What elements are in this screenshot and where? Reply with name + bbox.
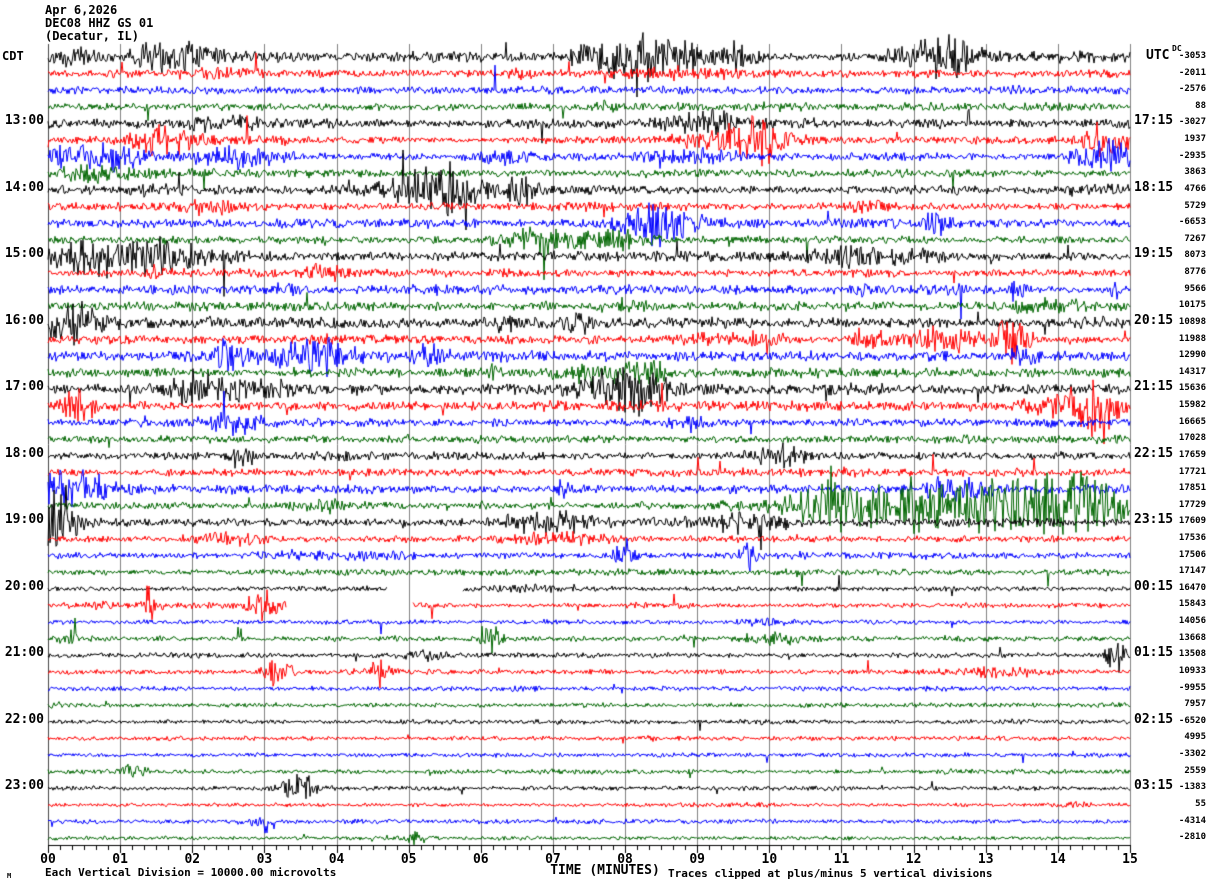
- dc-offset-value: 17147: [1178, 566, 1206, 577]
- dc-offset-value: 17536: [1178, 532, 1206, 543]
- dc-offset-value: -3302: [1178, 749, 1206, 760]
- x-tick-label: 12: [905, 852, 922, 867]
- dc-offset-value: -4314: [1178, 815, 1206, 826]
- x-tick-label: 02: [184, 852, 201, 867]
- dc-offset-value: 4766: [1184, 183, 1206, 194]
- header-date: Apr 6,2026: [45, 3, 118, 17]
- left-timezone-label: CDT: [2, 49, 24, 63]
- x-tick-label: 08: [617, 852, 633, 867]
- left-hour-label: 22:00: [4, 711, 44, 727]
- dc-offset-value: 10933: [1178, 665, 1206, 676]
- dc-offset-value: 15636: [1178, 383, 1206, 394]
- dc-offset-value: 11988: [1178, 333, 1206, 344]
- dc-offset-value: 15982: [1178, 400, 1206, 411]
- right-utc-label: 03:15: [1134, 778, 1174, 794]
- x-tick-label: 07: [545, 852, 561, 867]
- left-hour-label: 14:00: [4, 179, 44, 195]
- dc-offset-value: -1383: [1178, 782, 1206, 793]
- dc-offset-value: 16665: [1178, 416, 1206, 427]
- dc-offset-value: -6520: [1178, 715, 1206, 726]
- dc-offset-value: 7957: [1184, 699, 1206, 710]
- x-tick-label: 15: [1122, 852, 1138, 867]
- x-tick-label: 13: [977, 852, 994, 867]
- right-utc-label: 19:15: [1134, 246, 1174, 262]
- dc-offset-value: -2935: [1178, 150, 1206, 161]
- dc-offset-value: 4995: [1184, 732, 1206, 743]
- dc-offset-value: 13668: [1178, 632, 1206, 643]
- right-utc-label: 22:15: [1134, 445, 1174, 461]
- dc-offset-value: -2810: [1178, 832, 1206, 843]
- right-utc-label: 18:15: [1134, 179, 1174, 195]
- x-tick-label: 10: [761, 852, 778, 867]
- left-hour-label: 21:00: [4, 645, 44, 661]
- left-hour-label: 19:00: [4, 512, 44, 528]
- left-hour-label: 16:00: [4, 312, 44, 328]
- dc-offset-value: -6653: [1178, 217, 1206, 228]
- dc-offset-value: 7267: [1184, 233, 1206, 244]
- left-hour-label: 17:00: [4, 379, 44, 395]
- dc-offset-value: 17028: [1178, 433, 1206, 444]
- dc-offset-value: 17609: [1178, 516, 1206, 527]
- x-tick-label: 00: [40, 852, 56, 867]
- dc-offset-value: 17729: [1178, 499, 1206, 510]
- dc-offset-value: 9566: [1184, 283, 1206, 294]
- dc-offset-value: 5729: [1184, 200, 1206, 211]
- right-utc-label: 20:15: [1134, 312, 1174, 328]
- dc-offset-value: 17721: [1178, 466, 1206, 477]
- dc-offset-value: 8776: [1184, 267, 1206, 278]
- dc-offset-value: 8073: [1184, 250, 1206, 261]
- x-axis-title: TIME (MINUTES): [550, 863, 660, 878]
- right-utc-label: 01:15: [1134, 645, 1174, 661]
- dc-offset-value: -2011: [1178, 67, 1206, 78]
- x-tick-label: 03: [256, 852, 273, 867]
- dc-offset-value: 17506: [1178, 549, 1206, 560]
- left-hour-label: 18:00: [4, 445, 44, 461]
- watermark-glyph: M: [7, 872, 12, 880]
- dc-offset-value: 55: [1195, 798, 1206, 809]
- dc-offset-value: 16470: [1178, 582, 1206, 593]
- dc-offset-value: 17851: [1178, 483, 1206, 494]
- dc-offset-value: 10175: [1178, 300, 1206, 311]
- left-hour-label: 20:00: [4, 578, 44, 594]
- x-tick-label: 04: [328, 852, 345, 867]
- dc-offset-value: -9955: [1178, 682, 1206, 693]
- x-tick-label: 05: [400, 852, 417, 867]
- dc-offset-value: 14056: [1178, 616, 1206, 627]
- dc-offset-value: 10898: [1178, 316, 1206, 327]
- dc-offset-value: -2576: [1178, 84, 1206, 95]
- clip-note: Traces clipped at plus/minus 5 vertical divisions: [668, 867, 993, 880]
- right-utc-label: 23:15: [1134, 512, 1174, 528]
- dc-offset-value: -3027: [1178, 117, 1206, 128]
- dc-offset-value: 3863: [1184, 167, 1206, 178]
- right-utc-label: 21:15: [1134, 379, 1174, 395]
- x-tick-label: 01: [112, 852, 128, 867]
- dc-offset-value: 12990: [1178, 350, 1206, 361]
- x-tick-label: 06: [472, 852, 489, 867]
- dc-column-header: DC: [1172, 44, 1182, 53]
- scale-note: Each Vertical Division = 10000.00 microvolts: [45, 866, 337, 879]
- dc-offset-value: 1937: [1184, 134, 1206, 145]
- x-tick-label: 09: [689, 852, 706, 867]
- dc-offset-value: -3053: [1178, 51, 1206, 61]
- right-utc-label: 00:15: [1134, 578, 1174, 594]
- dc-offset-value: 15843: [1178, 599, 1206, 610]
- right-timezone-label: UTC: [1146, 48, 1170, 63]
- right-utc-label: 17:15: [1134, 113, 1174, 129]
- x-tick-label: 14: [1050, 852, 1066, 867]
- x-tick-label: 11: [833, 852, 850, 867]
- left-hour-label: 23:00: [4, 778, 44, 794]
- header-station: DEC08 HHZ GS 01: [45, 16, 154, 30]
- dc-offset-value: 17659: [1178, 449, 1206, 460]
- right-utc-label: 02:15: [1134, 711, 1174, 727]
- dc-offset-value: 13508: [1178, 649, 1206, 660]
- header-location: (Decatur, IL): [45, 29, 139, 43]
- dc-offset-value: 2559: [1184, 765, 1206, 776]
- left-hour-label: 15:00: [4, 246, 44, 262]
- left-hour-label: 13:00: [4, 113, 44, 129]
- dc-offset-value: 88: [1195, 100, 1206, 111]
- dc-offset-value: 14317: [1178, 366, 1206, 377]
